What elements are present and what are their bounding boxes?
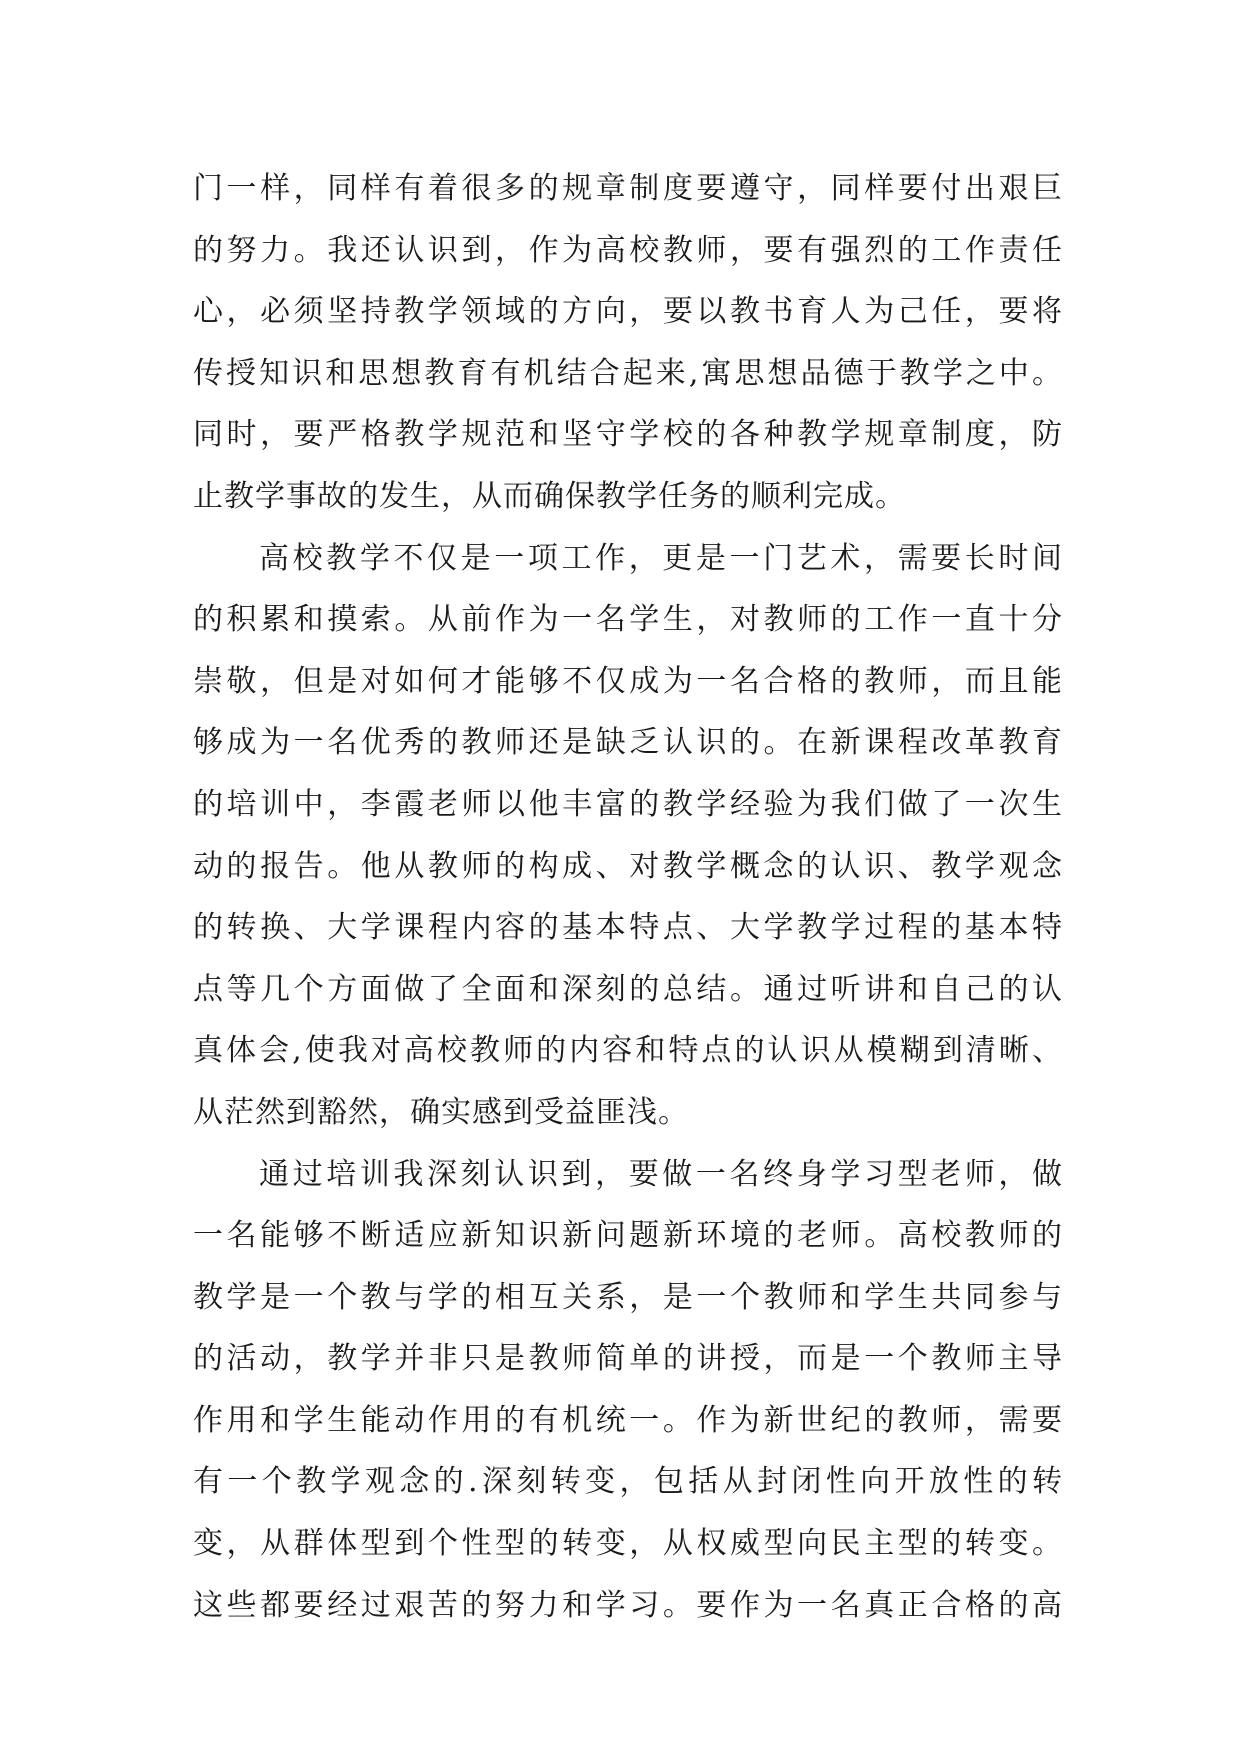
paragraph-2-line-5: 的培训中，李霞老师以他丰富的教学经验为我们做了一次生 — [193, 786, 1063, 822]
paragraph-2-line-7: 的转换、大学课程内容的基本特点、大学教学过程的基本特 — [193, 910, 1063, 946]
paragraph-2-line-10: 从茫然到豁然，确实感到受益匪浅。 — [193, 1094, 689, 1130]
paragraph-1-line-4: 传授知识和思想教育有机结合起来,寓思想品德于教学之中。 — [193, 355, 1063, 391]
paragraph-2-line-2: 的积累和摸索。从前作为一名学生，对教师的工作一直十分 — [193, 602, 1063, 638]
document-body — [193, 158, 1063, 1636]
paragraph-3-line-2: 一名能够不断适应新知识新问题新环境的老师。高校教师的 — [193, 1218, 1063, 1254]
paragraph-2-line-1: 高校教学不仅是一项工作，更是一门艺术，需要长时间 — [259, 540, 1063, 576]
paragraph-3-line-7: 变，从群体型到个性型的转变，从权威型向民主型的转变。 — [193, 1526, 1063, 1562]
paragraph-3-line-4: 的活动，教学并非只是教师简单的讲授，而是一个教师主导 — [193, 1341, 1063, 1377]
paragraph-1-line-2: 的努力。我还认识到，作为高校教师，要有强烈的工作责任 — [193, 232, 1063, 268]
paragraph-1-line-3: 心，必须坚持教学领域的方向，要以教书育人为己任，要将 — [193, 294, 1063, 330]
paragraph-3-line-3: 教学是一个教与学的相互关系，是一个教师和学生共同参与 — [193, 1279, 1063, 1315]
paragraph-3-line-6: 有一个教学观念的.深刻转变，包括从封闭性向开放性的转 — [193, 1464, 1063, 1500]
paragraph-2-line-6: 动的报告。他从教师的构成、对教学概念的认识、教学观念 — [193, 848, 1063, 884]
paragraph-3-line-1: 通过培训我深刻认识到，要做一名终身学习型老师，做 — [259, 1156, 1063, 1192]
paragraph-1-line-6: 止教学事故的发生，从而确保教学任务的顺利完成。 — [193, 478, 906, 514]
paragraph-2-line-4: 够成为一名优秀的教师还是缺乏认识的。在新课程改革教育 — [193, 725, 1063, 761]
paragraph-2-line-3: 崇敬，但是对如何才能够不仅成为一名合格的教师，而且能 — [193, 663, 1063, 699]
paragraph-3-line-8: 这些都要经过艰苦的努力和学习。要作为一名真正合格的高 — [193, 1587, 1063, 1623]
paragraph-2-line-9: 真体会,使我对高校教师的内容和特点的认识从模糊到清晰、 — [193, 1033, 1063, 1069]
paragraph-2-line-8: 点等几个方面做了全面和深刻的总结。通过听讲和自己的认 — [193, 971, 1063, 1007]
paragraph-3-line-5: 作用和学生能动作用的有机统一。作为新世纪的教师，需要 — [193, 1402, 1063, 1438]
paragraph-1-line-5: 同时，要严格教学规范和坚守学校的各种教学规章制度，防 — [193, 417, 1063, 453]
paragraph-1-line-1: 门一样，同样有着很多的规章制度要遵守，同样要付出艰巨 — [193, 171, 1063, 206]
